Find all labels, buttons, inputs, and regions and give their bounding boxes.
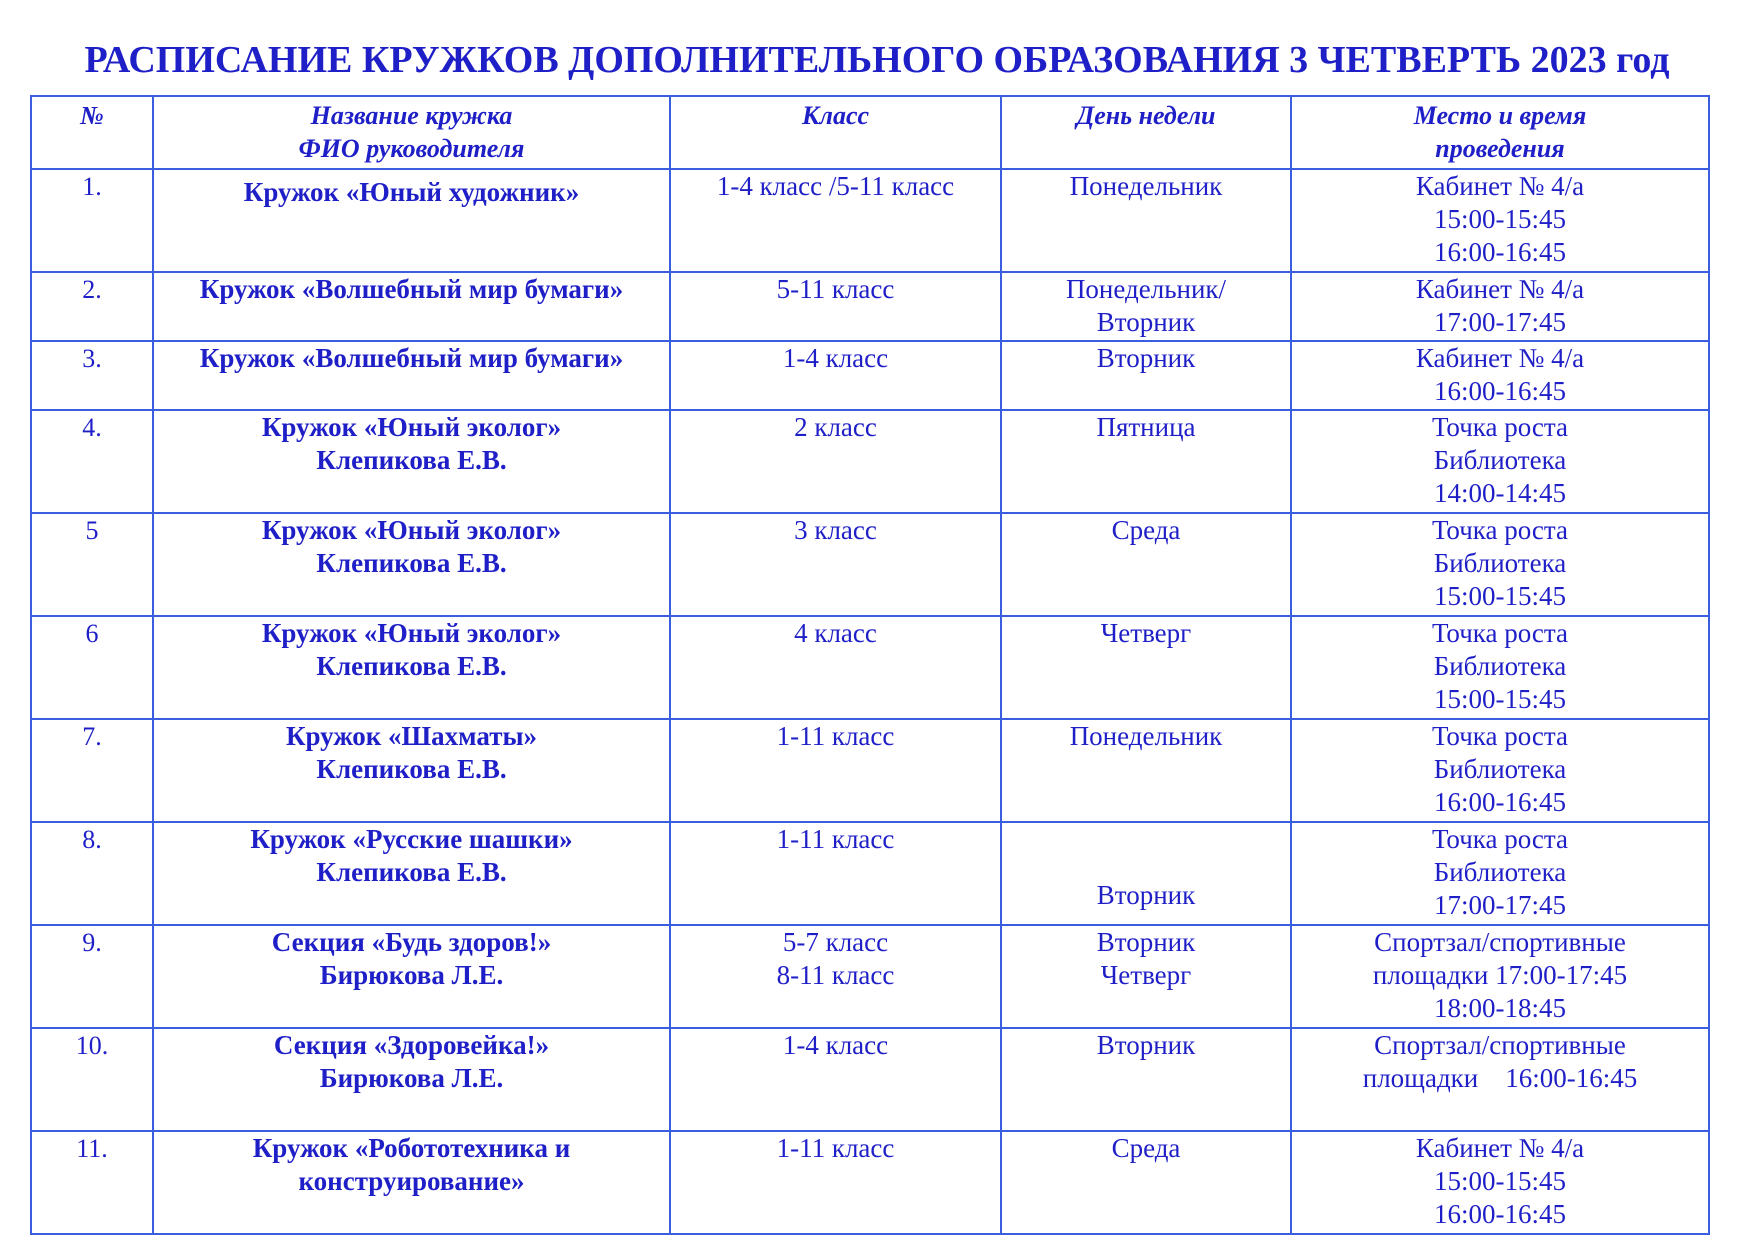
table-row [31,822,1709,925]
class-value: 5-11 класс [776,274,895,304]
class-cell [670,925,1001,1028]
club-name-cell [153,616,670,719]
place-line: Точка роста [1431,412,1569,442]
place-line: 16:00-16:45 [1434,376,1566,406]
club-name-cell [153,169,670,272]
club-name: Кружок «Юный эколог» [261,412,562,442]
place-line: 16:00-16:45 [1434,1199,1566,1229]
header-class: Класс [670,96,1001,169]
place-line: 17:00-17:45 [1434,307,1566,337]
place-line: 17:00-17:45 [1434,890,1566,920]
row-number: 11. [31,1131,153,1234]
place-line: Библиотека [1433,651,1567,681]
place-line: 15:00-15:45 [1434,684,1566,714]
place-line: Кабинет № 4/а [1415,1133,1585,1163]
day-cell [1001,616,1291,719]
row-number: 1. [31,169,153,272]
club-name-cell [153,925,670,1028]
club-name-cell [153,272,670,341]
class-cell [670,341,1001,410]
class-cell [670,272,1001,341]
place-line: Кабинет № 4/а [1415,171,1585,201]
day-value: Четверг [1100,618,1192,648]
day-cell [1001,272,1291,341]
place-line: Точка роста [1431,721,1569,751]
row-number: 3. [31,341,153,410]
header-place-line-1: Место и время [1413,101,1587,130]
header-name [153,96,670,169]
row-number: 8. [31,822,153,925]
class-value: 1-11 класс [776,721,895,751]
club-name: Кружок «Юный эколог» [261,515,562,545]
place-line: Точка роста [1431,618,1569,648]
day-cell [1001,513,1291,616]
place-line: 15:00-15:45 [1434,581,1566,611]
day-cell [1001,719,1291,822]
club-leader: Клепикова Е.В. [316,445,507,475]
day-value: Понедельник [1069,171,1223,201]
club-name-cell [153,513,670,616]
club-name-cell [153,719,670,822]
place-line: 15:00-15:45 [1434,204,1566,234]
place-cell [1291,272,1709,341]
place-line: Библиотека [1433,857,1567,887]
club-name: Кружок «Юный художник» [243,177,580,207]
class-value: 5-7 класс [782,927,889,957]
club-leader: Клепикова Е.В. [316,754,507,784]
place-cell [1291,1131,1709,1234]
club-name-cell [153,1131,670,1234]
place-line: Кабинет № 4/а [1415,343,1585,373]
club-leader: Клепикова Е.В. [316,651,507,681]
class-cell [670,822,1001,925]
day-value: Вторник [1096,1030,1196,1060]
day-value: Понедельник [1069,721,1223,751]
place-line: Точка роста [1431,515,1569,545]
class-value: 1-4 класс [782,1030,889,1060]
class-cell [670,1028,1001,1131]
club-name: Кружок «Шахматы» [285,721,538,751]
table-row [31,513,1709,616]
place-line: 15:00-15:45 [1434,1166,1566,1196]
club-leader: Бирюкова Л.Е. [319,960,504,990]
club-name: Секция «Здоровейка!» [273,1030,550,1060]
class-value: 3 класс [794,515,877,545]
page-title: РАСПИСАНИЕ КРУЖКОВ ДОПОЛНИТЕЛЬНОГО ОБРАЗОВАНИЯ 3 ЧЕТВЕРТЬ 2023 год [84,39,1670,81]
day-value: Понедельник/ [1065,274,1227,304]
place-cell [1291,513,1709,616]
day-value: Пятница [1096,412,1196,442]
row-number: 4. [31,410,153,513]
place-cell [1291,616,1709,719]
header-number: № [31,96,153,169]
club-name-cell [153,341,670,410]
schedule-table [30,95,1710,1235]
place-line: 16:00-16:45 [1434,787,1566,817]
day-value: Среда [1111,515,1181,545]
day-value: Среда [1111,1133,1181,1163]
day-cell [1001,1131,1291,1234]
club-name: Кружок «Русские шашки» [250,824,573,854]
day-cell [1001,169,1291,272]
row-number: 10. [31,1028,153,1131]
place-line: 16:00-16:45 [1434,237,1566,267]
day-cell [1001,925,1291,1028]
header-day: День недели [1001,96,1291,169]
place-line: 18:00-18:45 [1434,993,1566,1023]
place-cell [1291,719,1709,822]
place-line: Спортзал/спортивные [1374,1030,1626,1060]
place-line: 14:00-14:45 [1434,478,1566,508]
place-line: площадки 16:00-16:45 [1362,1063,1638,1093]
class-value: 1-4 класс [782,343,889,373]
place-cell [1291,341,1709,410]
header-name-line-1: Название кружка [310,101,513,130]
header-place-line-2: проведения [1435,134,1565,163]
club-leader: Клепикова Е.В. [316,548,507,578]
club-name-cell [153,1028,670,1131]
club-name: конструирование» [298,1166,525,1196]
club-name-cell [153,822,670,925]
table-row [31,719,1709,822]
day-cell [1001,341,1291,410]
row-number: 6 [31,616,153,719]
table-row [31,925,1709,1028]
class-value: 8-11 класс [776,960,895,990]
place-line: Точка роста [1431,824,1569,854]
club-name: Кружок «Юный эколог» [261,618,562,648]
class-value: 4 класс [794,618,877,648]
class-value: 2 класс [794,412,877,442]
place-line: Библиотека [1433,445,1567,475]
club-name-cell [153,410,670,513]
class-cell [670,616,1001,719]
table-row [31,1028,1709,1131]
place-line: Кабинет № 4/а [1415,274,1585,304]
class-value: 1-11 класс [776,1133,895,1163]
table-row [31,169,1709,272]
table-row [31,616,1709,719]
day-value: Вторник [1096,343,1196,373]
row-number: 2. [31,272,153,341]
table-row [31,272,1709,341]
class-value: 1-4 класс /5-11 класс [716,171,955,201]
place-cell [1291,822,1709,925]
club-name: Кружок «Волшебный мир бумаги» [199,343,624,373]
place-cell [1291,925,1709,1028]
club-name: Кружок «Волшебный мир бумаги» [199,274,624,304]
club-leader: Бирюкова Л.Е. [319,1063,504,1093]
place-line: Библиотека [1433,548,1567,578]
class-cell [670,719,1001,822]
class-cell [670,513,1001,616]
club-name: Кружок «Робототехника и [252,1133,571,1163]
day-value: Вторник [1096,927,1196,957]
row-number: 7. [31,719,153,822]
table-row [31,410,1709,513]
table-row [31,341,1709,410]
day-value: Четверг [1100,960,1192,990]
day-cell [1001,1028,1291,1131]
place-line: площадки 17:00-17:45 [1372,960,1628,990]
day-cell [1001,410,1291,513]
place-cell [1291,169,1709,272]
header-name-line-2: ФИО руководителя [298,134,525,163]
class-cell [670,1131,1001,1234]
table-row [31,1131,1709,1234]
place-cell [1291,410,1709,513]
row-number: 5 [31,513,153,616]
place-line: Спортзал/спортивные [1374,927,1626,957]
table-header-row [31,96,1709,169]
row-number: 9. [31,925,153,1028]
class-value: 1-11 класс [776,824,895,854]
day-cell [1001,822,1291,925]
header-place [1291,96,1709,169]
day-value: Вторник [1096,307,1196,337]
class-cell [670,169,1001,272]
place-line: Библиотека [1433,754,1567,784]
club-name: Секция «Будь здоров!» [271,927,552,957]
day-value: Вторник [1096,880,1196,910]
class-cell [670,410,1001,513]
club-leader: Клепикова Е.В. [316,857,507,887]
place-cell [1291,1028,1709,1131]
